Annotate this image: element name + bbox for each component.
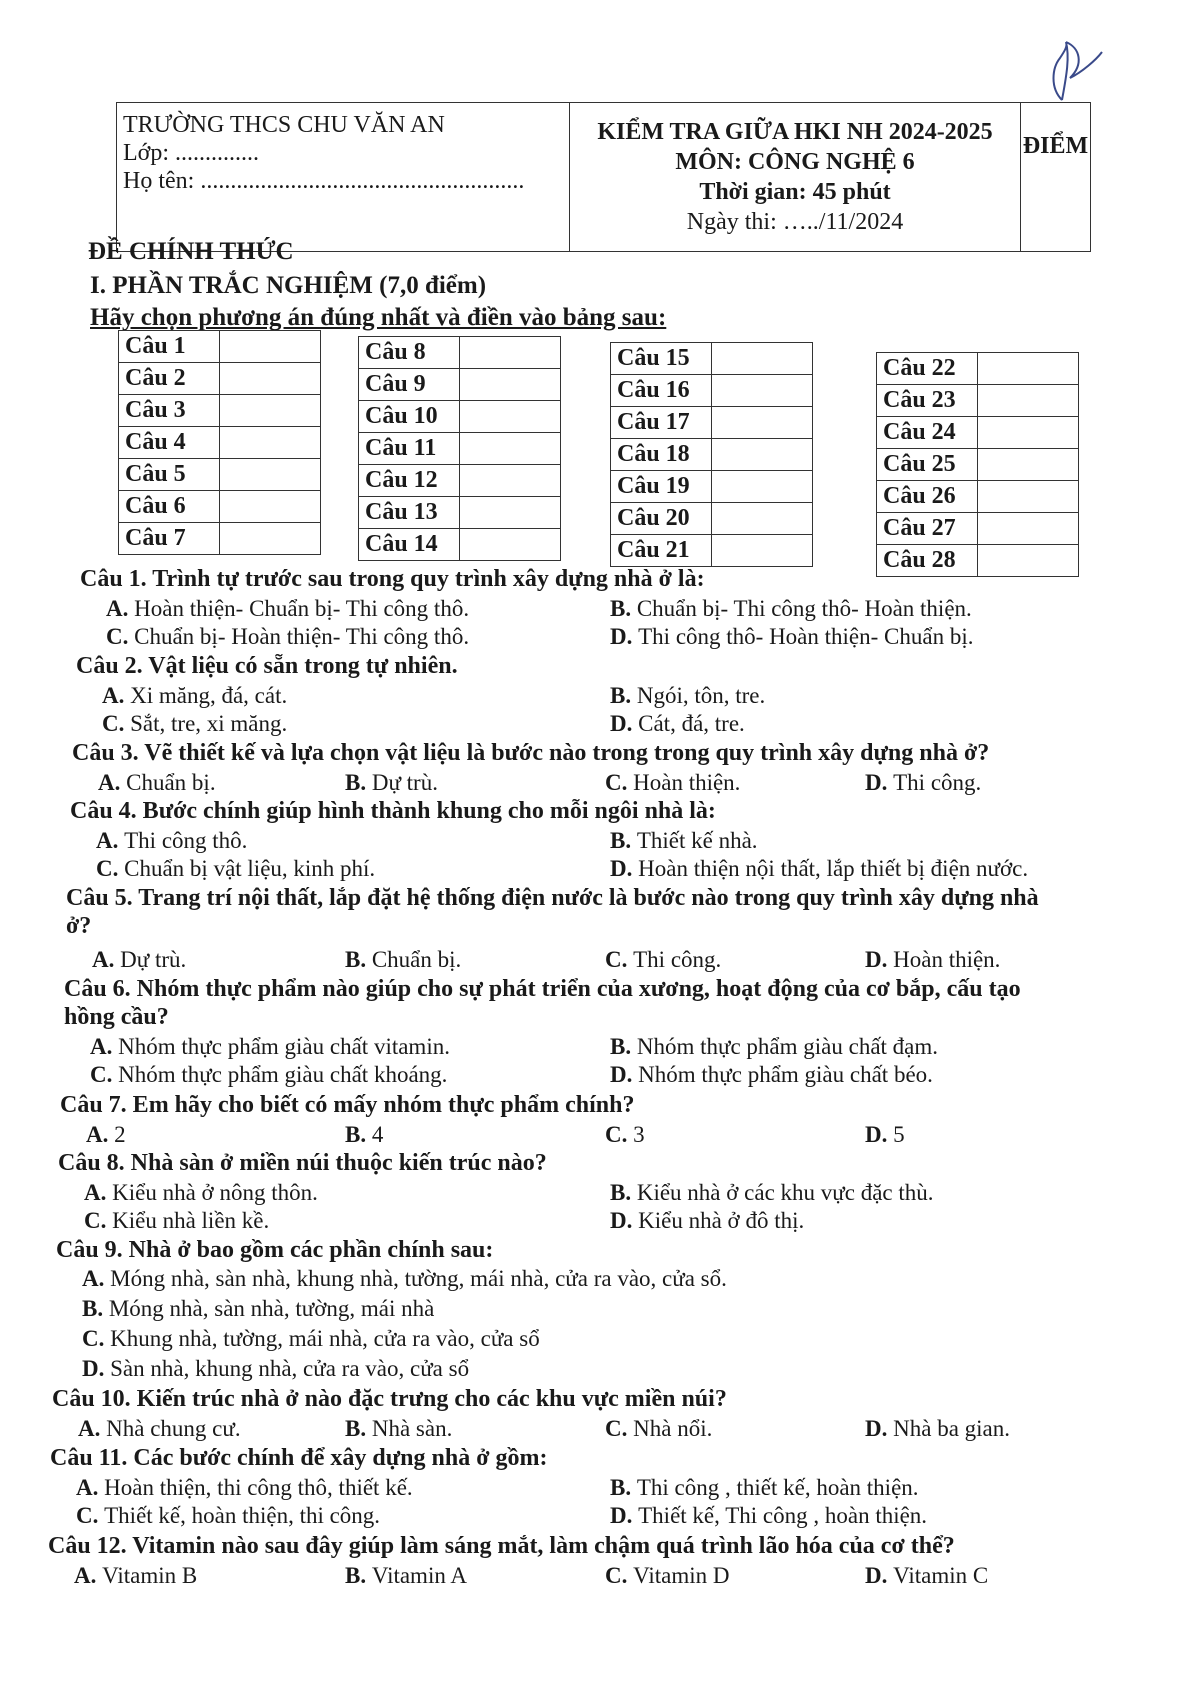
option-text: Móng nhà, sàn nhà, khung nhà, tường, mái nhà, cửa ra vào, cửa sổ. xyxy=(110,1266,727,1291)
option-text: Nhà nổi. xyxy=(633,1416,713,1441)
answer-row xyxy=(611,471,813,503)
option-text: Thiết kế nhà. xyxy=(636,828,758,853)
option-letter: A. xyxy=(86,1122,115,1147)
question-2: Câu 2. Vật liệu có sẵn trong tự nhiên. xyxy=(76,653,458,679)
option-letter: D. xyxy=(865,1416,894,1441)
option-b xyxy=(345,770,438,796)
option-letter: A. xyxy=(92,947,121,972)
option-a xyxy=(78,1416,241,1442)
answer-row xyxy=(119,523,321,555)
class-field: Lớp: .............. xyxy=(123,140,260,166)
answer-row xyxy=(611,375,813,407)
answer-question-label: Câu 21 xyxy=(611,535,712,567)
answer-row xyxy=(359,497,561,529)
question-1: Câu 1. Trình tự trước sau trong quy trình xây dựng nhà ở là: xyxy=(80,566,705,592)
answer-row xyxy=(877,449,1079,481)
answer-blank-cell[interactable] xyxy=(978,417,1079,449)
signature-mark xyxy=(1040,38,1110,108)
option-d xyxy=(610,711,745,737)
school-name: TRƯỜNG THCS CHU VĂN AN xyxy=(123,112,445,138)
option-letter: B. xyxy=(610,596,637,621)
answer-question-label: Câu 20 xyxy=(611,503,712,535)
question-12: Câu 12. Vitamin nào sau đây giúp làm sáng mắt, làm chậm quá trình lão hóa của cơ thể? xyxy=(48,1533,955,1559)
option-a xyxy=(74,1563,197,1589)
option-letter: C. xyxy=(605,1563,634,1588)
answer-row xyxy=(119,363,321,395)
option-letter: C. xyxy=(96,856,125,881)
option-c xyxy=(605,770,740,796)
option-a xyxy=(84,1180,318,1206)
option-letter: A. xyxy=(74,1563,103,1588)
option-text: Kiểu nhà liền kề. xyxy=(112,1208,270,1233)
answer-question-label: Câu 3 xyxy=(119,395,220,427)
option-letter: C. xyxy=(76,1503,105,1528)
answer-question-label: Câu 13 xyxy=(359,497,460,529)
option-d xyxy=(865,947,1000,973)
section-title: I. PHẦN TRẮC NGHIỆM (7,0 điểm) xyxy=(90,272,487,299)
answer-row xyxy=(119,395,321,427)
score-cell xyxy=(1021,103,1091,252)
option-b xyxy=(610,1475,919,1501)
answer-row xyxy=(359,369,561,401)
answer-blank-cell[interactable] xyxy=(460,465,561,497)
option-text: Chuẩn bị- Hoàn thiện- Thi công thô. xyxy=(134,624,470,649)
option-text: Kiểu nhà ở các khu vực đặc thù. xyxy=(636,1180,934,1205)
answer-question-label: Câu 8 xyxy=(359,337,460,369)
answer-blank-cell[interactable] xyxy=(220,523,321,555)
option-text: Kiểu nhà ở đô thị. xyxy=(638,1208,805,1233)
answer-blank-cell[interactable] xyxy=(220,427,321,459)
option-letter: B. xyxy=(345,1563,372,1588)
option-letter: C. xyxy=(102,711,131,736)
answer-question-label: Câu 18 xyxy=(611,439,712,471)
answer-row xyxy=(359,401,561,433)
option-letter: A. xyxy=(82,1266,111,1291)
option-letter: A. xyxy=(102,683,131,708)
question-6-cont: hồng cầu? xyxy=(64,1004,169,1030)
question-4: Câu 4. Bước chính giúp hình thành khung cho mỗi ngôi nhà là: xyxy=(70,798,716,824)
option-letter: D. xyxy=(865,947,894,972)
answer-blank-cell[interactable] xyxy=(712,407,813,439)
question-10: Câu 10. Kiến trúc nhà ở nào đặc trưng cho các khu vực miền núi? xyxy=(52,1386,727,1412)
option-letter: D. xyxy=(610,1208,639,1233)
answer-table-1 xyxy=(118,330,321,555)
answer-blank-cell[interactable] xyxy=(978,385,1079,417)
student-info-cell xyxy=(117,103,570,252)
answer-blank-cell[interactable] xyxy=(220,395,321,427)
answer-question-label: Câu 24 xyxy=(877,417,978,449)
option-text: Thiết kế, hoàn thiện, thi công. xyxy=(104,1503,381,1528)
option-a xyxy=(86,1122,126,1148)
option-d xyxy=(610,1062,933,1088)
answer-row xyxy=(359,337,561,369)
option-c xyxy=(605,947,721,973)
answer-question-label: Câu 16 xyxy=(611,375,712,407)
option-text: Khung nhà, tường, mái nhà, cửa ra vào, cửa sổ xyxy=(110,1326,540,1351)
option-text: Xi măng, đá, cát. xyxy=(130,683,288,708)
option-letter: C. xyxy=(605,1416,634,1441)
exam-duration: Thời gian: 45 phút xyxy=(699,179,891,205)
answer-question-label: Câu 17 xyxy=(611,407,712,439)
answer-blank-cell[interactable] xyxy=(712,375,813,407)
option-d xyxy=(610,1208,804,1234)
option-letter: A. xyxy=(96,828,125,853)
answer-blank-cell[interactable] xyxy=(460,497,561,529)
answer-row xyxy=(877,417,1079,449)
answer-blank-cell[interactable] xyxy=(978,353,1079,385)
answer-blank-cell[interactable] xyxy=(712,535,813,567)
answer-question-label: Câu 2 xyxy=(119,363,220,395)
answer-blank-cell[interactable] xyxy=(460,337,561,369)
question-5: Câu 5. Trang trí nội thất, lắp đặt hệ thống điện nước là bước nào trong quy trình xây dựng nhà xyxy=(66,885,1039,911)
option-d xyxy=(865,1563,988,1589)
option-b xyxy=(610,596,972,622)
option-letter: B. xyxy=(610,683,637,708)
answer-blank-cell[interactable] xyxy=(460,433,561,465)
option-letter: B. xyxy=(82,1296,109,1321)
option-text: Nhóm thực phẩm giàu chất đạm. xyxy=(636,1034,939,1059)
option-a xyxy=(90,1034,450,1060)
option-text: Cát, đá, tre. xyxy=(638,711,745,736)
option-b xyxy=(345,947,461,973)
option-letter: D. xyxy=(610,1062,639,1087)
option-a xyxy=(92,947,186,973)
option-text: Nhà ba gian. xyxy=(893,1416,1011,1441)
option-letter: D. xyxy=(610,624,639,649)
option-c xyxy=(84,1208,269,1234)
option-a xyxy=(98,770,216,796)
answer-question-label: Câu 12 xyxy=(359,465,460,497)
answer-row xyxy=(877,481,1079,513)
option-c xyxy=(96,856,375,882)
option-d xyxy=(865,770,981,796)
question-5-cont: ở? xyxy=(66,913,92,939)
answer-blank-cell[interactable] xyxy=(220,459,321,491)
option-text: Vitamin A xyxy=(371,1563,467,1588)
answer-blank-cell[interactable] xyxy=(712,503,813,535)
option-text: 3 xyxy=(633,1122,645,1147)
option-a xyxy=(82,1266,727,1292)
option-text: Vitamin D xyxy=(633,1563,730,1588)
option-c xyxy=(102,711,287,737)
option-text: Hoàn thiện. xyxy=(633,770,741,795)
answer-blank-cell[interactable] xyxy=(712,471,813,503)
option-letter: A. xyxy=(76,1475,105,1500)
option-d xyxy=(610,856,1028,882)
answer-blank-cell[interactable] xyxy=(978,545,1079,577)
answer-blank-cell[interactable] xyxy=(220,331,321,363)
option-b xyxy=(345,1122,383,1148)
option-c xyxy=(605,1416,712,1442)
answer-question-label: Câu 15 xyxy=(611,343,712,375)
answer-question-label: Câu 4 xyxy=(119,427,220,459)
option-letter: D. xyxy=(865,1122,894,1147)
answer-blank-cell[interactable] xyxy=(978,513,1079,545)
option-letter: B. xyxy=(345,1122,372,1147)
option-letter: B. xyxy=(610,1475,637,1500)
answer-question-label: Câu 10 xyxy=(359,401,460,433)
option-text: Chuẩn bị. xyxy=(371,947,462,972)
option-a xyxy=(106,596,469,622)
option-text: Thiết kế, Thi công , hoàn thiện. xyxy=(638,1503,928,1528)
answer-question-label: Câu 19 xyxy=(611,471,712,503)
option-text: Ngói, tôn, tre. xyxy=(636,683,766,708)
option-text: Nhóm thực phẩm giàu chất vitamin. xyxy=(118,1034,450,1059)
question-3: Câu 3. Vẽ thiết kế và lựa chọn vật liệu là bước nào trong trong quy trình xây dựng nhà ở? xyxy=(72,740,990,766)
option-text: Vitamin B xyxy=(102,1563,198,1588)
score-label: ĐIỂM xyxy=(1022,133,1089,159)
option-text: Nhóm thực phẩm giàu chất khoáng. xyxy=(118,1062,448,1087)
answer-blank-cell[interactable] xyxy=(220,491,321,523)
option-c xyxy=(605,1122,645,1148)
answer-row xyxy=(119,331,321,363)
answer-row xyxy=(119,459,321,491)
answer-question-label: Câu 11 xyxy=(359,433,460,465)
answer-row xyxy=(611,503,813,535)
option-d xyxy=(865,1122,905,1148)
option-text: Hoàn thiện, thi công thô, thiết kế. xyxy=(104,1475,413,1500)
option-text: Thi công thô. xyxy=(124,828,248,853)
option-letter: D. xyxy=(610,856,639,881)
option-b xyxy=(610,1034,938,1060)
option-c xyxy=(605,1563,729,1589)
option-letter: C. xyxy=(90,1062,119,1087)
option-letter: C. xyxy=(605,947,634,972)
option-b xyxy=(610,828,758,854)
answer-question-label: Câu 26 xyxy=(877,481,978,513)
answer-blank-cell[interactable] xyxy=(978,449,1079,481)
option-letter: C. xyxy=(84,1208,113,1233)
answer-table-4 xyxy=(876,352,1079,577)
option-letter: C. xyxy=(605,770,634,795)
exam-subject: MÔN: CÔNG NGHỆ 6 xyxy=(675,149,915,175)
option-letter: B. xyxy=(610,828,637,853)
option-text: Chuẩn bị- Thi công thô- Hoàn thiện. xyxy=(636,596,972,621)
question-6: Câu 6. Nhóm thực phẩm nào giúp cho sự phát triển của xương, hoạt động của cơ bắp, cấu tạo xyxy=(64,976,1021,1002)
option-letter: B. xyxy=(610,1180,637,1205)
answer-table-3 xyxy=(610,342,813,567)
option-letter: B. xyxy=(345,947,372,972)
option-c xyxy=(76,1503,380,1529)
option-text: Hoàn thiện- Chuẩn bị- Thi công thô. xyxy=(134,596,470,621)
answer-row xyxy=(611,535,813,567)
option-text: Hoàn thiện nội thất, lắp thiết bị điện nước. xyxy=(638,856,1029,881)
exam-date: Ngày thi: …../11/2024 xyxy=(686,209,904,235)
option-text: 2 xyxy=(114,1122,126,1147)
answer-question-label: Câu 9 xyxy=(359,369,460,401)
option-text: Sàn nhà, khung nhà, cửa ra vào, cửa sổ xyxy=(110,1356,470,1381)
option-text: Hoàn thiện. xyxy=(893,947,1001,972)
question-9: Câu 9. Nhà ở bao gồm các phần chính sau: xyxy=(56,1237,494,1263)
option-letter: B. xyxy=(345,770,372,795)
option-text: Nhà sàn. xyxy=(371,1416,453,1441)
answer-row xyxy=(877,353,1079,385)
option-letter: B. xyxy=(345,1416,372,1441)
option-text: Vitamin C xyxy=(893,1563,989,1588)
answer-row xyxy=(611,343,813,375)
answer-row xyxy=(611,439,813,471)
option-text: Dự trù. xyxy=(120,947,187,972)
question-7: Câu 7. Em hãy cho biết có mấy nhóm thực phẩm chính? xyxy=(60,1092,635,1118)
option-text: Móng nhà, sàn nhà, tường, mái nhà xyxy=(108,1296,435,1321)
answer-question-label: Câu 23 xyxy=(877,385,978,417)
official-label: ĐỀ CHÍNH THỨC xyxy=(88,238,294,265)
answer-row xyxy=(877,513,1079,545)
answer-question-label: Câu 25 xyxy=(877,449,978,481)
option-text: Dự trù. xyxy=(371,770,438,795)
option-letter: D. xyxy=(610,711,639,736)
answer-row xyxy=(877,545,1079,577)
option-text: 5 xyxy=(893,1122,905,1147)
option-text: Thi công thô- Hoàn thiện- Chuẩn bị. xyxy=(638,624,974,649)
option-letter: A. xyxy=(78,1416,107,1441)
option-text: Thi công. xyxy=(893,770,982,795)
option-text: Nhóm thực phẩm giàu chất béo. xyxy=(638,1062,933,1087)
answer-row xyxy=(611,407,813,439)
option-text: Sắt, tre, xi măng. xyxy=(130,711,288,736)
option-b xyxy=(345,1563,467,1589)
answer-blank-cell[interactable] xyxy=(220,363,321,395)
option-d xyxy=(82,1356,469,1382)
instruction: Hãy chọn phương án đúng nhất và điền vào bảng sau: xyxy=(90,304,667,331)
option-c xyxy=(82,1326,540,1352)
option-letter: A. xyxy=(98,770,127,795)
answer-blank-cell[interactable] xyxy=(712,439,813,471)
answer-row xyxy=(359,433,561,465)
option-a xyxy=(96,828,247,854)
option-letter: C. xyxy=(605,1122,634,1147)
option-letter: A. xyxy=(84,1180,113,1205)
option-text: Nhà chung cư. xyxy=(106,1416,241,1441)
option-b xyxy=(610,683,765,709)
option-text: Thi công , thiết kế, hoàn thiện. xyxy=(636,1475,919,1500)
option-letter: D. xyxy=(865,1563,894,1588)
option-letter: B. xyxy=(610,1034,637,1059)
option-d xyxy=(610,1503,927,1529)
answer-question-label: Câu 22 xyxy=(877,353,978,385)
option-b xyxy=(610,1180,934,1206)
option-letter: A. xyxy=(106,596,135,621)
answer-row xyxy=(119,491,321,523)
answer-blank-cell[interactable] xyxy=(978,481,1079,513)
answer-row xyxy=(359,529,561,561)
answer-question-label: Câu 14 xyxy=(359,529,460,561)
option-b xyxy=(345,1416,452,1442)
option-text: 4 xyxy=(371,1122,384,1147)
exam-title: KIỂM TRA GIỮA HKI NH 2024-2025 xyxy=(597,119,993,145)
answer-row xyxy=(877,385,1079,417)
question-8: Câu 8. Nhà sàn ở miền núi thuộc kiến trúc nào? xyxy=(58,1150,547,1176)
answer-blank-cell[interactable] xyxy=(460,369,561,401)
option-letter: D. xyxy=(82,1356,111,1381)
answer-question-label: Câu 27 xyxy=(877,513,978,545)
option-b xyxy=(82,1296,434,1322)
option-letter: C. xyxy=(82,1326,111,1351)
option-letter: D. xyxy=(865,770,894,795)
option-text: Chuẩn bị vật liệu, kinh phí. xyxy=(124,856,376,881)
answer-question-label: Câu 6 xyxy=(119,491,220,523)
answer-blank-cell[interactable] xyxy=(460,529,561,561)
option-a xyxy=(102,683,287,709)
option-d xyxy=(610,624,973,650)
option-d xyxy=(865,1416,1010,1442)
answer-blank-cell[interactable] xyxy=(712,343,813,375)
answer-question-label: Câu 1 xyxy=(119,331,220,363)
option-letter: C. xyxy=(106,624,135,649)
exam-info-cell xyxy=(570,103,1021,252)
option-a xyxy=(76,1475,413,1501)
option-letter: D. xyxy=(610,1503,639,1528)
answer-row xyxy=(119,427,321,459)
answer-table-2 xyxy=(358,336,561,561)
answer-question-label: Câu 5 xyxy=(119,459,220,491)
option-text: Thi công. xyxy=(633,947,722,972)
question-11: Câu 11. Các bước chính để xây dựng nhà ở gồm: xyxy=(50,1445,548,1471)
answer-row xyxy=(359,465,561,497)
option-c xyxy=(90,1062,447,1088)
name-field: Họ tên: ...................................................... xyxy=(123,168,525,194)
option-text: Chuẩn bị. xyxy=(126,770,216,795)
answer-question-label: Câu 28 xyxy=(877,545,978,577)
exam-header xyxy=(116,102,1091,252)
answer-question-label: Câu 7 xyxy=(119,523,220,555)
option-letter: A. xyxy=(90,1034,119,1059)
option-text: Kiểu nhà ở nông thôn. xyxy=(112,1180,318,1205)
option-c xyxy=(106,624,469,650)
answer-blank-cell[interactable] xyxy=(460,401,561,433)
